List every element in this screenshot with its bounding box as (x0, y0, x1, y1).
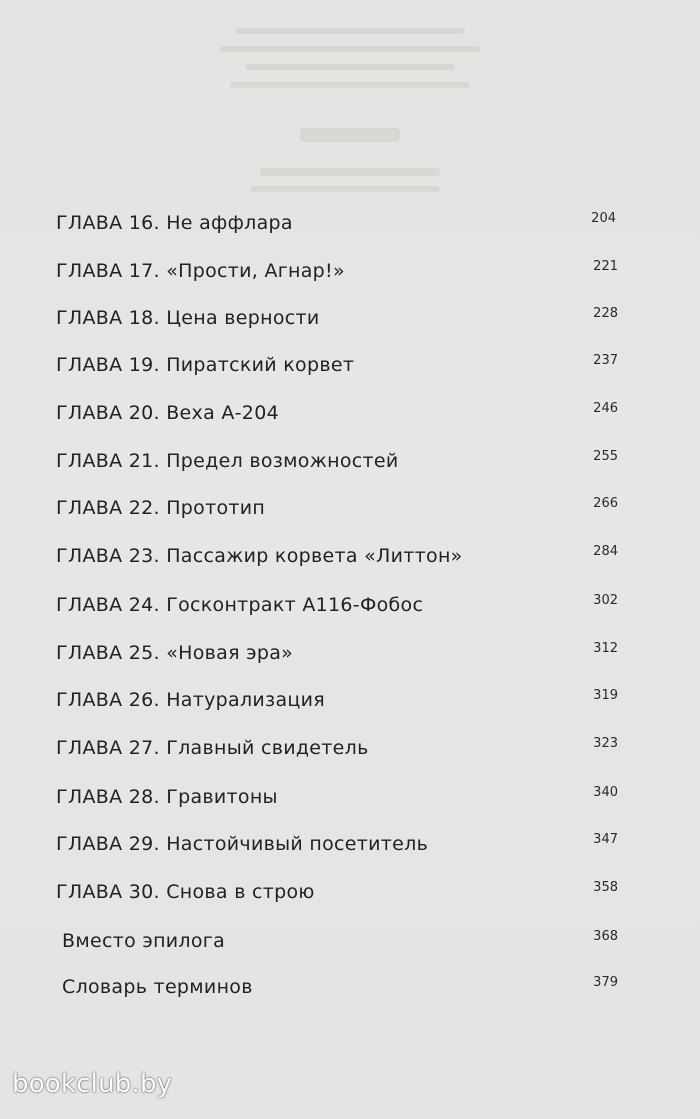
toc-entry-title: ГЛАВА 28. Гравитоны (56, 786, 278, 808)
toc-entry-title: ГЛАВА 20. Веха А-204 (56, 402, 279, 424)
toc-entry-chapter-17 (56, 256, 618, 286)
toc-entry-chapter-28 (56, 782, 618, 812)
toc-entry-chapter-22 (56, 493, 618, 523)
toc-entry-chapter-29 (56, 829, 618, 859)
toc-entry-title: ГЛАВА 16. Не аффлара (56, 212, 293, 234)
toc-entry-page: 358 (593, 880, 618, 895)
toc-entry-page: 319 (593, 688, 618, 703)
toc-entry-title: ГЛАВА 22. Прототип (56, 497, 266, 519)
toc-entry-title: ГЛАВА 26. Натурализация (56, 689, 325, 711)
toc-entry-chapter-26 (56, 685, 618, 715)
toc-entry-title: ГЛАВА 21. Предел возможностей (56, 450, 399, 472)
toc-entry-page: 368 (593, 929, 618, 944)
toc-entry-page: 347 (593, 832, 618, 847)
toc-entry-title: ГЛАВА 19. Пиратский корвет (56, 354, 355, 376)
toc-entry-chapter-25 (56, 638, 618, 668)
toc-entry-chapter-16 (56, 208, 616, 238)
toc-entry-page: 255 (593, 449, 618, 464)
toc-entry-title: Вместо эпилога (62, 930, 226, 952)
toc-entry-page: 204 (591, 211, 616, 226)
toc-entry-page: 379 (593, 975, 618, 990)
toc-entry-page: 340 (593, 785, 618, 800)
toc-entry-chapter-18 (56, 303, 618, 333)
toc-entry-title: ГЛАВА 18. Цена верности (56, 307, 320, 329)
toc-entry-title: ГЛАВА 29. Настойчивый посетитель (56, 833, 429, 855)
toc-entry-page: 221 (593, 259, 618, 274)
toc-entry-page: 323 (593, 736, 618, 751)
toc-entry-epilogue (56, 926, 618, 956)
toc-entry-chapter-27 (56, 733, 618, 763)
toc-entry-chapter-24 (56, 590, 618, 620)
toc-entry-title: ГЛАВА 23. Пассажир корвета «Литтон» (56, 545, 463, 567)
toc-entry-chapter-23 (56, 541, 618, 571)
toc-entry-title: Словарь терминов (62, 976, 253, 998)
toc-entry-chapter-30 (56, 877, 618, 907)
toc-entry-page: 266 (593, 496, 618, 511)
toc-entry-page: 312 (593, 641, 618, 656)
site-watermark: bookclub.by (12, 1069, 173, 1099)
toc-entry-chapter-19 (56, 350, 618, 380)
toc-entry-page: 284 (593, 544, 618, 559)
toc-entry-chapter-20 (56, 398, 618, 428)
toc-entry-page: 302 (593, 593, 618, 608)
toc-entry-page: 228 (593, 306, 618, 321)
toc-entry-glossary (56, 972, 618, 1002)
toc-entry-title: ГЛАВА 17. «Прости, Агнар!» (56, 260, 345, 282)
toc-entry-page: 237 (593, 353, 618, 368)
toc-entry-title: ГЛАВА 25. «Новая эра» (56, 642, 294, 664)
toc-entry-chapter-21 (56, 446, 618, 476)
toc-entry-title: ГЛАВА 24. Госконтракт А116-Фобос (56, 594, 424, 616)
toc-entry-page: 246 (593, 401, 618, 416)
toc-entry-title: ГЛАВА 27. Главный свидетель (56, 737, 369, 759)
toc-entry-title: ГЛАВА 30. Снова в строю (56, 881, 315, 903)
